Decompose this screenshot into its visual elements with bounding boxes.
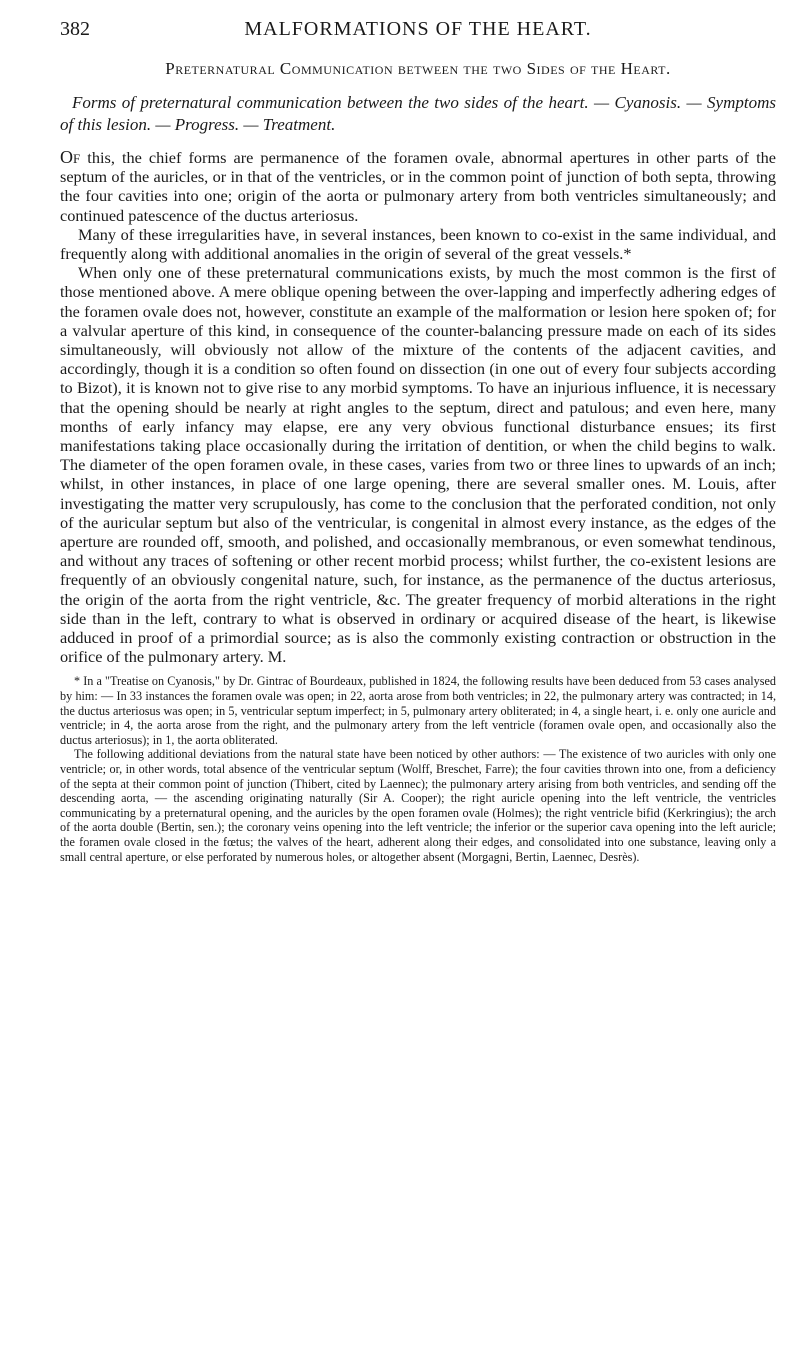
page [60, 18, 776, 864]
body-text [60, 148, 776, 666]
paragraph [60, 148, 776, 225]
running-head: MALFORMATIONS OF THE HEART. [244, 18, 592, 40]
section-heading: Preternatural Communication between the two Sides of the Heart. [165, 59, 671, 78]
paragraph: When only one of these preternatural communications exists, by much the most common is the first of those mentioned above. A mere oblique opening between the over-lapping and imperfectly adhering edges of the foramen ovale does not, however, constitute an example of the malformation or lesion here spoken of; for a valvular aperture of this kind, in consequence of the counter-balancing pressure made on each of its sides simultaneously, will obviously not allow of the mixture of the contents of the adjacent cavities, and accordingly, though it is a condition so often found on dissection (in one out of every four subjects according to Bizot), it is known not to give rise to any morbid symptoms. To have an injurious influence, it is necessary that the opening should be nearly at right angles to the septum, direct and patulous; and even here, many months of early infancy may elapse, ere any very obvious functional disturbance ensues; its first manifestations taking place occasionally during the irritation of dentition, or when the child begins to walk. The diameter of the open foramen ovale, in these cases, varies from two or three lines to upwards of an inch; whilst, in other instances, in place of one large opening, there are several smaller ones. M. Louis, after investigating the matter very scrupulously, has come to the conclusion that the perforated condition, not only of the auricular septum but also of the ventricular, is congenital in almost every instance, as the edges of the aperture are rounded off, smooth, and polished, and occasionally membranous, or even somewhat tendinous, and without any traces of softening or other recent morbid process; whilst further, the co-existent lesions are frequently of an obviously congenital nature, such, for instance, as the permanence of the ductus arteriosus, the origin of the aorta from the right ventricle, &c. The greater frequency of morbid alterations in the right side than in the left, contrary to what is observed in ordinary or acquired disease of the heart, is likewise adduced in proof of a primordial source; as is also the commonly existing contraction or obstruction in the orifice of the pulmonary artery. M. [60, 263, 776, 667]
paragraph-text: this, the chief forms are permanence of the foramen ovale, abnormal apertures in other parts of the septum of the auricles, or in that of the ventricles, or in the common point of junction of both septa, throwing the four cavities into one; origin of the aorta or pulmonary artery from both ventricles simultaneously; and continued patescence of the ductus arteriosus. [60, 148, 776, 225]
paragraph-opening-word: Of [60, 147, 81, 167]
footnote: The following additional deviations from the natural state have been noticed by other authors: — The existence of two auricles with only one ventricle; or, in other words, total absence of the ventricular septum (Wolff, Breschet, Farre); the four cavities thrown into one, from a deficiency of the septa at their common point of junction (Thibert, cited by Laennec); the pulmonary artery arising from both ventricles, and sending off the descending aorta, — the ascending originating naturally (Sir A. Cooper); the right auricle opening into the left ventricle, the ventricles communicating by a preternatural opening, and the auricles by the open foramen ovale (Holmes); the right ventricle bifid (Kerkringius); the arch of the aorta double (Bertin, sen.); the coronary veins opening into the left ventricle; the inferior or the superior cava opening into the left auricle; the foramen ovale closed in the fœtus; the valves of the heart, adherent along their edges, and consolidated into one substance, leaving only a small central aperture, or else perforated by numerous holes, or altogether absent (Morgagni, Bertin, Laennec, Desrès). [60, 747, 776, 864]
section-subheading: Forms of preternatural communication between the two sides of the heart. — Cyanosis. — Symptoms of this lesion. — Progress. — Treatment. [60, 93, 776, 134]
paragraph: Many of these irregularities have, in several instances, been known to co-exist in the same individual, and frequently along with additional anomalies in the origin of several of the great vessels.* [60, 224, 776, 264]
page-number: 382 [60, 18, 90, 40]
page-header [60, 18, 776, 48]
footnotes [60, 674, 776, 864]
footnote: * In a "Treatise on Cyanosis," by Dr. Gintrac of Bourdeaux, published in 1824, the following results have been deduced from 53 cases analysed by him: — In 33 instances the foramen ovale was open; in 22, aorta arose from both ventricles; in 22, the pulmonary artery was contracted; in 14, the ductus arteriosus was open; in 5, ventricular septum imperfect; in 5, pulmonary artery obliterated; in 4, a single heart, i. e. only one auricle and ventricle; in 4, the aorta arose from the right, and the pulmonary artery from the left ventricle (foramen ovale open, and occasionally also the ductus arteriosus); in 1, the aorta obliterated. [60, 674, 776, 747]
